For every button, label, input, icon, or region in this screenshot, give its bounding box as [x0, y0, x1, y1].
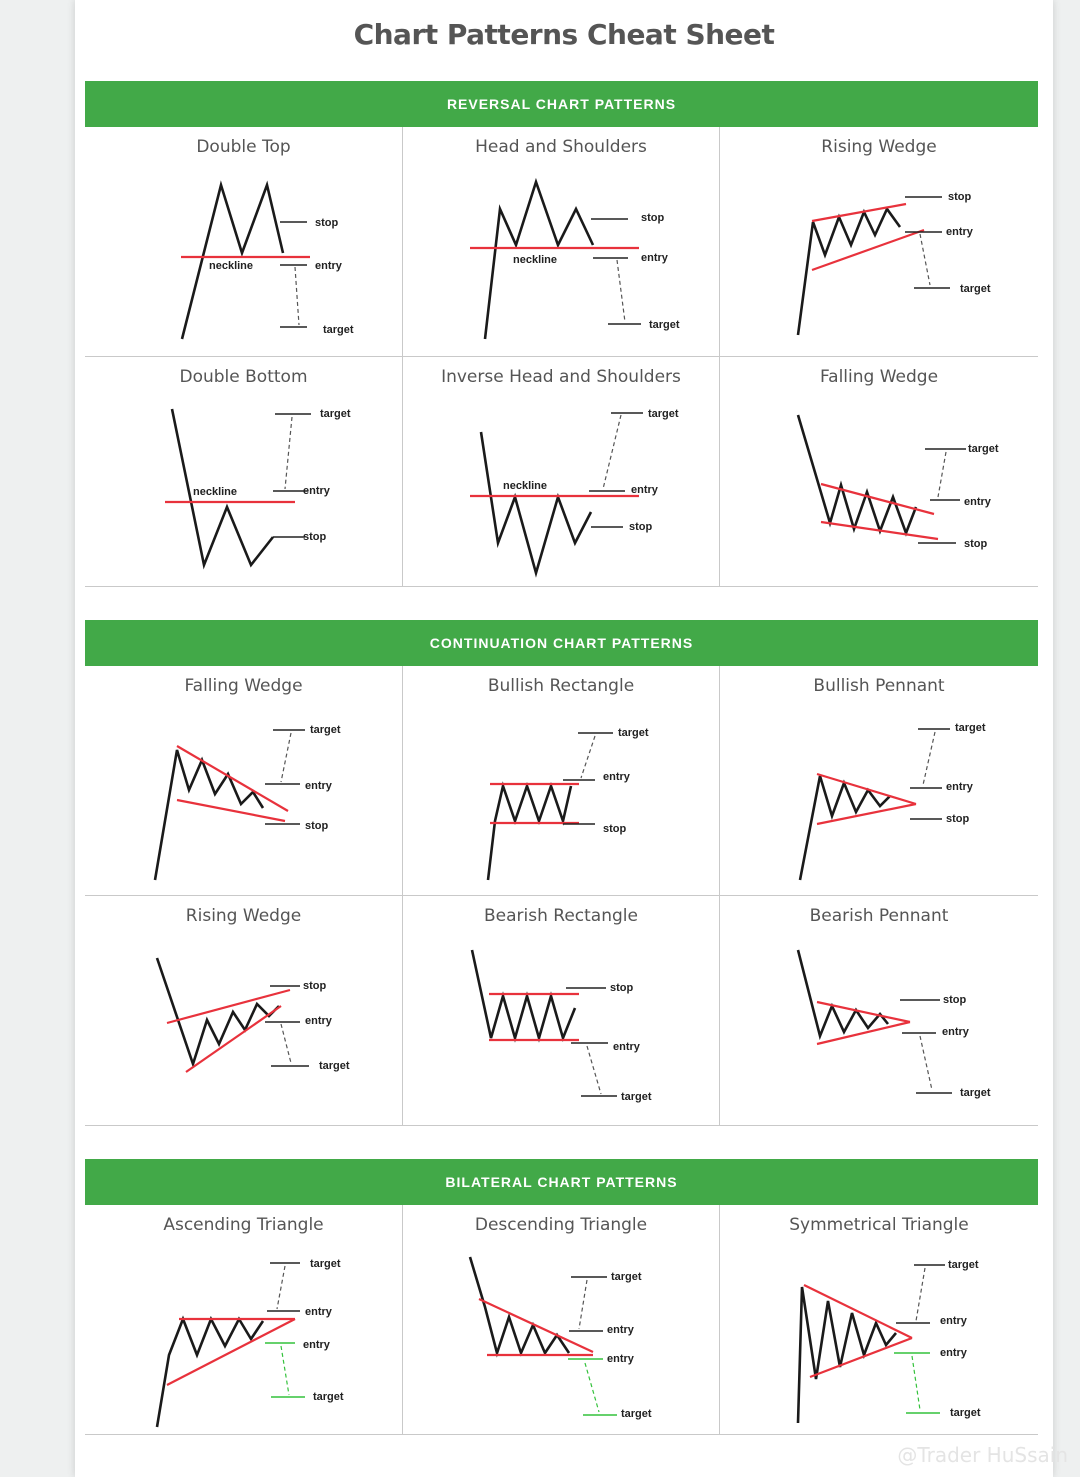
label-stop: stop: [610, 982, 634, 994]
projection-line: [581, 736, 595, 778]
pattern-diagram: [403, 127, 720, 357]
trend-line: [479, 1299, 593, 1352]
price-line: [798, 950, 888, 1036]
pattern-card-head-and-shoulders: [403, 127, 720, 357]
page-title: Chart Patterns Cheat Sheet: [353, 18, 775, 51]
pattern-diagram: [85, 666, 403, 896]
projection-line: [920, 234, 930, 285]
price-line: [481, 432, 591, 573]
label-target: target: [310, 724, 341, 736]
pattern-card-bearish-pennant: [720, 896, 1038, 1126]
pattern-grid-bilateral: [85, 1205, 1038, 1435]
label-stop: stop: [964, 538, 988, 550]
pattern-title: Symmetrical Triangle: [789, 1215, 969, 1235]
section-header-bilateral: BILATERAL CHART PATTERNS: [85, 1159, 1038, 1205]
label-entry: entry: [946, 226, 973, 238]
projection-line: [281, 733, 291, 782]
trend-line: [817, 1022, 910, 1044]
pattern-card-descending-triangle: [403, 1205, 720, 1435]
pattern-title: Double Bottom: [179, 367, 308, 387]
pattern-title: Head and Shoulders: [475, 137, 647, 157]
pattern-title: Rising Wedge: [185, 906, 302, 926]
price-line: [488, 786, 571, 880]
label-entry: entry: [607, 1353, 634, 1365]
pattern-diagram: [85, 896, 403, 1126]
label-target: target: [611, 1271, 642, 1283]
label-stop: stop: [603, 823, 627, 835]
label-target: target: [313, 1391, 344, 1403]
label-entry: entry: [631, 484, 658, 496]
label-entry: entry: [603, 771, 630, 783]
projection-line: [285, 417, 292, 489]
pattern-card-rising-wedge: [720, 127, 1038, 357]
pattern-card-bearish-rectangle: [403, 896, 720, 1126]
pattern-diagram: [403, 1205, 720, 1435]
label-stop: stop: [315, 217, 339, 229]
pattern-title: Inverse Head and Shoulders: [441, 367, 681, 387]
label-target: target: [320, 408, 351, 420]
label-entry: entry: [303, 1339, 330, 1351]
pattern-diagram: [85, 1205, 403, 1435]
pattern-diagram: [720, 1205, 1038, 1435]
pattern-title: Falling Wedge: [819, 367, 939, 387]
trend-line: [812, 230, 924, 270]
price-line: [157, 958, 279, 1064]
label-target: target: [618, 727, 649, 739]
label-entry: entry: [305, 1015, 332, 1027]
label-entry: entry: [940, 1315, 967, 1327]
watermark: @Trader HuSsain: [897, 1443, 1068, 1467]
pattern-title: Falling Wedge: [184, 676, 303, 696]
pattern-diagram: [720, 127, 1038, 357]
pattern-card-ascending-triangle: [85, 1205, 403, 1435]
label-target: target: [323, 324, 354, 336]
section-header-continuation: CONTINUATION CHART PATTERNS: [85, 620, 1038, 666]
pattern-title: Double Top: [196, 137, 291, 157]
label-stop: stop: [943, 994, 967, 1006]
price-line: [798, 415, 916, 533]
label-neckline: neckline: [513, 254, 558, 266]
price-line: [155, 750, 263, 880]
price-line: [798, 209, 900, 335]
label-entry: entry: [305, 780, 332, 792]
pattern-card-inverse-head-and-shoulders: [403, 357, 720, 587]
label-target: target: [948, 1259, 979, 1271]
pattern-title: Bullish Rectangle: [487, 676, 635, 696]
pattern-card-symmetrical-triangle: [720, 1205, 1038, 1435]
label-target: target: [960, 283, 991, 295]
pattern-diagram: [403, 896, 720, 1126]
pattern-grid-continuation: [85, 666, 1038, 1126]
projection-line: [912, 1356, 920, 1410]
projection-line: [916, 1268, 925, 1321]
pattern-card-falling-wedge: [720, 357, 1038, 587]
trend-line: [177, 800, 285, 821]
label-neckline: neckline: [503, 480, 548, 492]
pattern-grid-reversal: [85, 127, 1038, 587]
pattern-card-bullish-rectangle: [403, 666, 720, 896]
label-target: target: [319, 1060, 350, 1072]
trend-line: [167, 990, 290, 1023]
label-stop: stop: [948, 191, 972, 203]
label-entry: entry: [613, 1041, 640, 1053]
label-stop: stop: [303, 531, 327, 543]
pattern-title: Bullish Pennant: [813, 676, 945, 696]
pattern-card-double-bottom: [85, 357, 403, 587]
section-header-reversal: REVERSAL CHART PATTERNS: [85, 81, 1038, 127]
pattern-title: Descending Triangle: [474, 1215, 648, 1235]
label-entry: entry: [964, 496, 991, 508]
projection-line: [295, 267, 299, 325]
label-target: target: [955, 722, 986, 734]
label-entry: entry: [940, 1347, 967, 1359]
label-entry: entry: [942, 1026, 969, 1038]
label-target: target: [621, 1408, 652, 1420]
projection-line: [920, 1036, 932, 1090]
trend-line: [812, 204, 906, 221]
pattern-card-double-top: [85, 127, 403, 357]
pattern-diagram: [85, 127, 403, 357]
trend-line: [821, 522, 938, 539]
pattern-diagram: [403, 357, 720, 587]
trend-line: [817, 774, 916, 804]
pattern-title: Rising Wedge: [821, 137, 937, 157]
projection-line: [281, 1346, 289, 1395]
pattern-card-falling-wedge: [85, 666, 403, 896]
label-stop: stop: [305, 820, 329, 832]
label-stop: stop: [946, 813, 970, 825]
label-target: target: [648, 408, 679, 420]
label-neckline: neckline: [193, 486, 238, 498]
price-line: [798, 1287, 896, 1423]
label-entry: entry: [315, 260, 342, 272]
cheat-sheet: [75, 0, 1053, 1477]
pattern-card-bullish-pennant: [720, 666, 1038, 896]
label-entry: entry: [607, 1324, 634, 1336]
pattern-title: Ascending Triangle: [163, 1215, 324, 1235]
label-entry: entry: [303, 485, 330, 497]
label-target: target: [649, 319, 680, 331]
pattern-diagram: [85, 357, 403, 587]
label-target: target: [960, 1087, 991, 1099]
pattern-diagram: [720, 357, 1038, 587]
projection-line: [603, 415, 621, 489]
pattern-diagram: [720, 666, 1038, 896]
price-line: [470, 1257, 569, 1353]
pattern-diagram: [403, 666, 720, 896]
projection-line: [587, 1046, 601, 1094]
label-target: target: [950, 1407, 981, 1419]
label-target: target: [621, 1091, 652, 1103]
pattern-title: Bearish Pennant: [809, 906, 949, 926]
label-stop: stop: [629, 521, 653, 533]
price-line: [157, 1319, 263, 1427]
pattern-title: Bearish Rectangle: [484, 906, 638, 926]
projection-line: [277, 1266, 285, 1309]
label-target: target: [310, 1258, 341, 1270]
label-entry: entry: [305, 1306, 332, 1318]
projection-line: [281, 1024, 291, 1063]
projection-line: [923, 732, 935, 785]
label-target: target: [968, 443, 999, 455]
projection-line: [585, 1363, 599, 1412]
projection-line: [579, 1280, 587, 1329]
projection-line: [617, 260, 625, 322]
label-entry: entry: [641, 252, 668, 264]
label-stop: stop: [641, 212, 665, 224]
pattern-diagram: [720, 896, 1038, 1126]
label-entry: entry: [946, 781, 973, 793]
pattern-card-rising-wedge: [85, 896, 403, 1126]
label-stop: stop: [303, 980, 327, 992]
projection-line: [938, 452, 946, 497]
label-neckline: neckline: [209, 260, 254, 272]
